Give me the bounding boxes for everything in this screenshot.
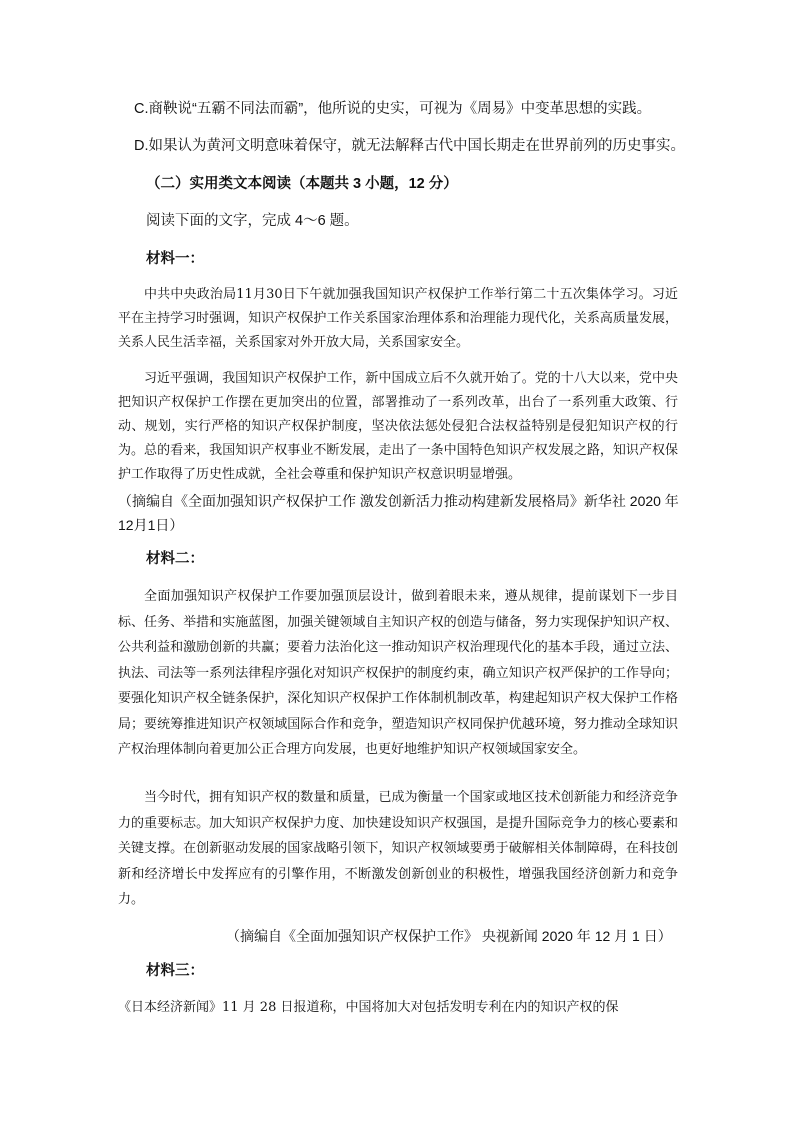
material-1-heading: 材料一： (146, 251, 204, 267)
material-3-heading: 材料三： (146, 963, 204, 979)
material-1-paragraph-1: 中共中央政治局11月30日下午就加强我国知识产权保护工作举行第二十五次集体学习。习近平在主持学习时强调，知识产权保护工作关系国家治理体系和治理能力现代化，关系高质量发展，关系人民生活幸福，关系国家对外开放大局，关系国家安全。 (118, 287, 678, 350)
material-2-paragraph-2: 当今时代，拥有知识产权的数量和质量，已成为衡量一个国家或地区技术创新能力和经济竞争力的重要标志。加大知识产权保护力度、加快建设知识产权强国，是提升国际竞争力的核心要素和关键支撑。在创新驱动发展的国家战略引领下，知识产权领域要勇于破解相关体制障碍，在科技创新和经济增长中发挥应有的引擎作用，不断激发创新创业的积极性，增强我国经济创新力和竞争力。 (118, 790, 678, 907)
material-2-heading: 材料二： (146, 551, 204, 567)
material-3-paragraph-1: 《日本经济新闻》11 月 28 日报道称，中国将加大对包括发明专利在内的知识产权的保 (118, 1000, 619, 1015)
material-1-source: （摘编自《全面加强知识产权保护工作 激发创新活力推动构建新发展格局》新华社 2020 年 12月1日） (118, 493, 679, 533)
material-2-paragraph-1: 全面加强知识产权保护工作要加强顶层设计，做到着眼未来，遵从规律，提前谋划下一步目标、任务、举措和实施蓝图，加强关键领域自主知识产权的创造与储备，努力实现保护知识产权、公共利益和激励创新的共赢；要着力法治化这一推动知识产权治理现代化的基本手段，通过立法、执法、司法等一系列法律程序强化对知识产权保护的制度约束，确立知识产权严保护的工作导向；要强化知识产权全链条保护，深化知识产权保护工作体制机制改革，构建起知识产权大保护工作格局；要统筹推进知识产权领域国际合作和竞争，塑造知识产权同保护优越环境，努力推动全球知识产权治理体制向着更加公正合理方向发展，也更好地维护知识产权领域国家安全。 (118, 589, 678, 757)
material-1-paragraph-2: 习近平强调，我国知识产权保护工作，新中国成立后不久就开始了。党的十八大以来，党中央把知识产权保护工作摆在更加突出的位置，部署推动了一系列改革，出台了一系列重大政策、行动、规划，实行严格的知识产权保护制度，坚决依法惩处侵犯合法权益特别是侵犯知识产权的行为。总的看来，我国知识产权事业不断发展，走出了一条中国特色知识产权发展之路，知识产权保护工作取得了历史性成就，全社会尊重和保护知识产权意识明显增强。 (118, 371, 678, 482)
option-c: C.商鞅说“五霸不同法而霸”，他所说的史实，可视为《周易》中变革思想的实践。 (134, 101, 652, 117)
option-d: D.如果认为黄河文明意味着保守，就无法解释古代中国长期走在世界前列的历史事实。 (134, 138, 685, 154)
section-title: （二）实用类文本阅读（本题共 3 小题，12 分） (146, 176, 458, 192)
material-2-source: （摘编自《全面加强知识产权保护工作》 央视新闻 2020 年 12 月 1 日） (226, 928, 672, 944)
section-instruction: 阅读下面的文字，完成 4～6 题。 (146, 213, 359, 229)
